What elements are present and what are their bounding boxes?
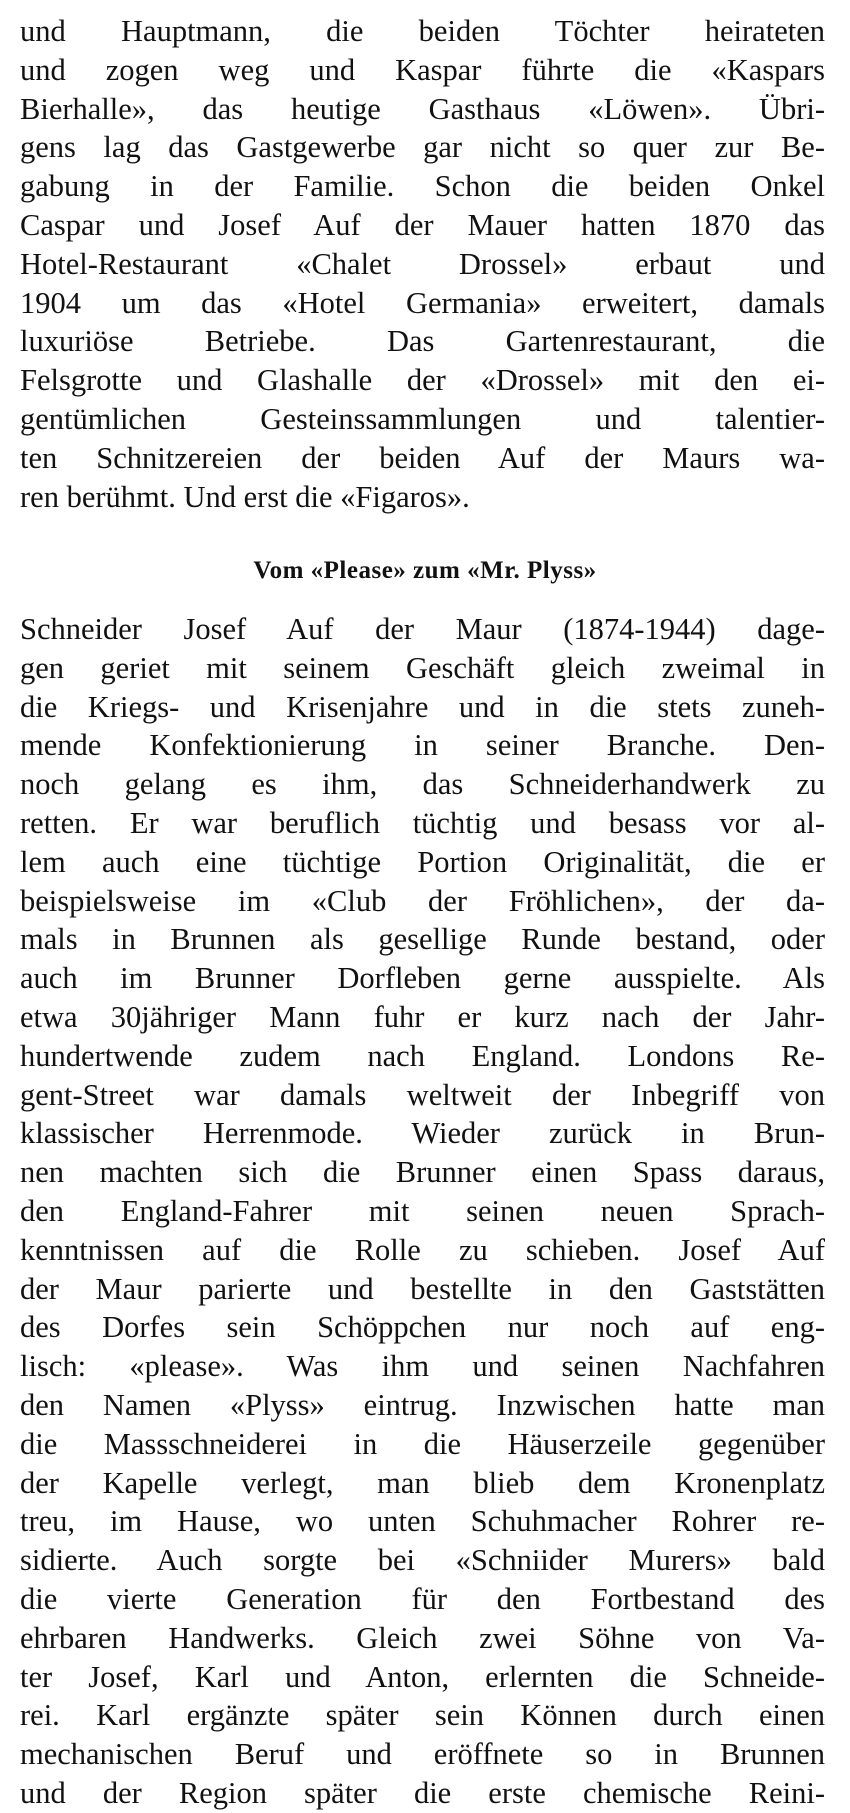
text-line: und Hauptmann, die beiden Töchter heirateten (20, 14, 825, 48)
text-line: der Kapelle verlegt, man blieb dem Kronenplatz (20, 1465, 825, 1500)
text-line: ren berühmt. Und erst die «Figaros». (20, 479, 470, 514)
text-line: die Massschneiderei in die Häuserzeile gegenüber (20, 1426, 825, 1461)
text-line: auch im Brunner Dorfleben gerne ausspielte. Als (20, 961, 825, 996)
text-line: mals in Brunnen als gesellige Runde bestand, oder (20, 922, 825, 957)
text-line: des Dorfes sein Schöppchen nur noch auf eng- (20, 1310, 825, 1345)
text-line: gent-Street war damals weltweit der Inbegriff von (20, 1077, 825, 1112)
text-line: ter Josef, Karl und Anton, erlernten die Schneide- (20, 1659, 825, 1694)
text-line: die Kriegs- und Krisenjahre und in die stets zuneh- (20, 689, 825, 724)
text-line: mechanischen Beruf und eröffnete so in Brunnen (20, 1737, 825, 1772)
text-line: hundertwende zudem nach England. Londons Re- (20, 1038, 825, 1073)
text-line: etwa 30jähriger Mann fuhr er kurz nach der Jahr- (20, 999, 825, 1034)
text-line: Felsgrotte und Glashalle der «Drossel» mit den ei- (20, 363, 825, 398)
section-heading: Vom «Please» zum «Mr. Plyss» (253, 557, 597, 584)
text-line: ehrbaren Handwerks. Gleich zwei Söhne von Va- (20, 1620, 825, 1655)
text-line: 1904 um das «Hotel Germania» erweitert, damals (20, 285, 825, 320)
text-line: beispielsweise im «Club der Fröhlichen», der da- (20, 883, 825, 918)
text-line: der Maur parierte und bestellte in den Gaststätten (20, 1271, 825, 1306)
text-line: rei. Karl ergänzte später sein Können durch einen (20, 1698, 825, 1733)
text-line: mende Konfektionierung in seiner Branche. Den- (20, 728, 825, 763)
text-line: Bierhalle», das heutige Gasthaus «Löwen». Übri- (20, 91, 825, 126)
text-line: retten. Er war beruflich tüchtig und besass vor al- (20, 805, 825, 840)
text-line: kenntnissen auf die Rolle zu schieben. Josef Auf (20, 1232, 825, 1267)
text-line: lem auch eine tüchtige Portion Originalität, die er (20, 844, 825, 879)
text-line: noch gelang es ihm, das Schneiderhandwerk zu (20, 767, 825, 802)
text-line: gentümlichen Gesteinssammlungen und talentier- (20, 401, 825, 436)
text-line: luxuriöse Betriebe. Das Gartenrestaurant, die (20, 324, 825, 359)
text-line: lisch: «please». Was ihm und seinen Nachfahren (20, 1349, 825, 1384)
paragraph-1 (20, 12, 825, 516)
text-line: gens lag das Gastgewerbe gar nicht so quer zur Be- (20, 130, 825, 165)
text-line: und der Region später die erste chemische Reini- (20, 1775, 825, 1810)
text-line: sidierte. Auch sorgte bei «Schniider Murers» bald (20, 1543, 825, 1578)
paragraph-2 (20, 610, 825, 1813)
text-line: Schneider Josef Auf der Maur (1874-1944) dage- (20, 612, 825, 646)
text-line: und zogen weg und Kaspar führte die «Kaspars (20, 52, 825, 87)
text-line: gabung in der Familie. Schon die beiden Onkel (20, 169, 825, 204)
text-line: den England-Fahrer mit seinen neuen Sprach- (20, 1193, 825, 1228)
text-line: Caspar und Josef Auf der Mauer hatten 1870 das (20, 207, 825, 242)
text-line: gen geriet mit seinem Geschäft gleich zweimal in (20, 650, 825, 685)
text-line: die vierte Generation für den Fortbestand des (20, 1581, 825, 1616)
text-line: nen machten sich die Brunner einen Spass daraus, (20, 1155, 825, 1190)
text-line: den Namen «Plyss» eintrug. Inzwischen hatte man (20, 1387, 825, 1422)
text-line: treu, im Hause, wo unten Schuhmacher Rohrer re- (20, 1504, 825, 1539)
text-line: ten Schnitzereien der beiden Auf der Maurs wa- (20, 440, 825, 475)
text-line: klassischer Herrenmode. Wieder zurück in Brun- (20, 1116, 825, 1151)
text-line: Hotel-Restaurant «Chalet Drossel» erbaut und (20, 246, 825, 281)
